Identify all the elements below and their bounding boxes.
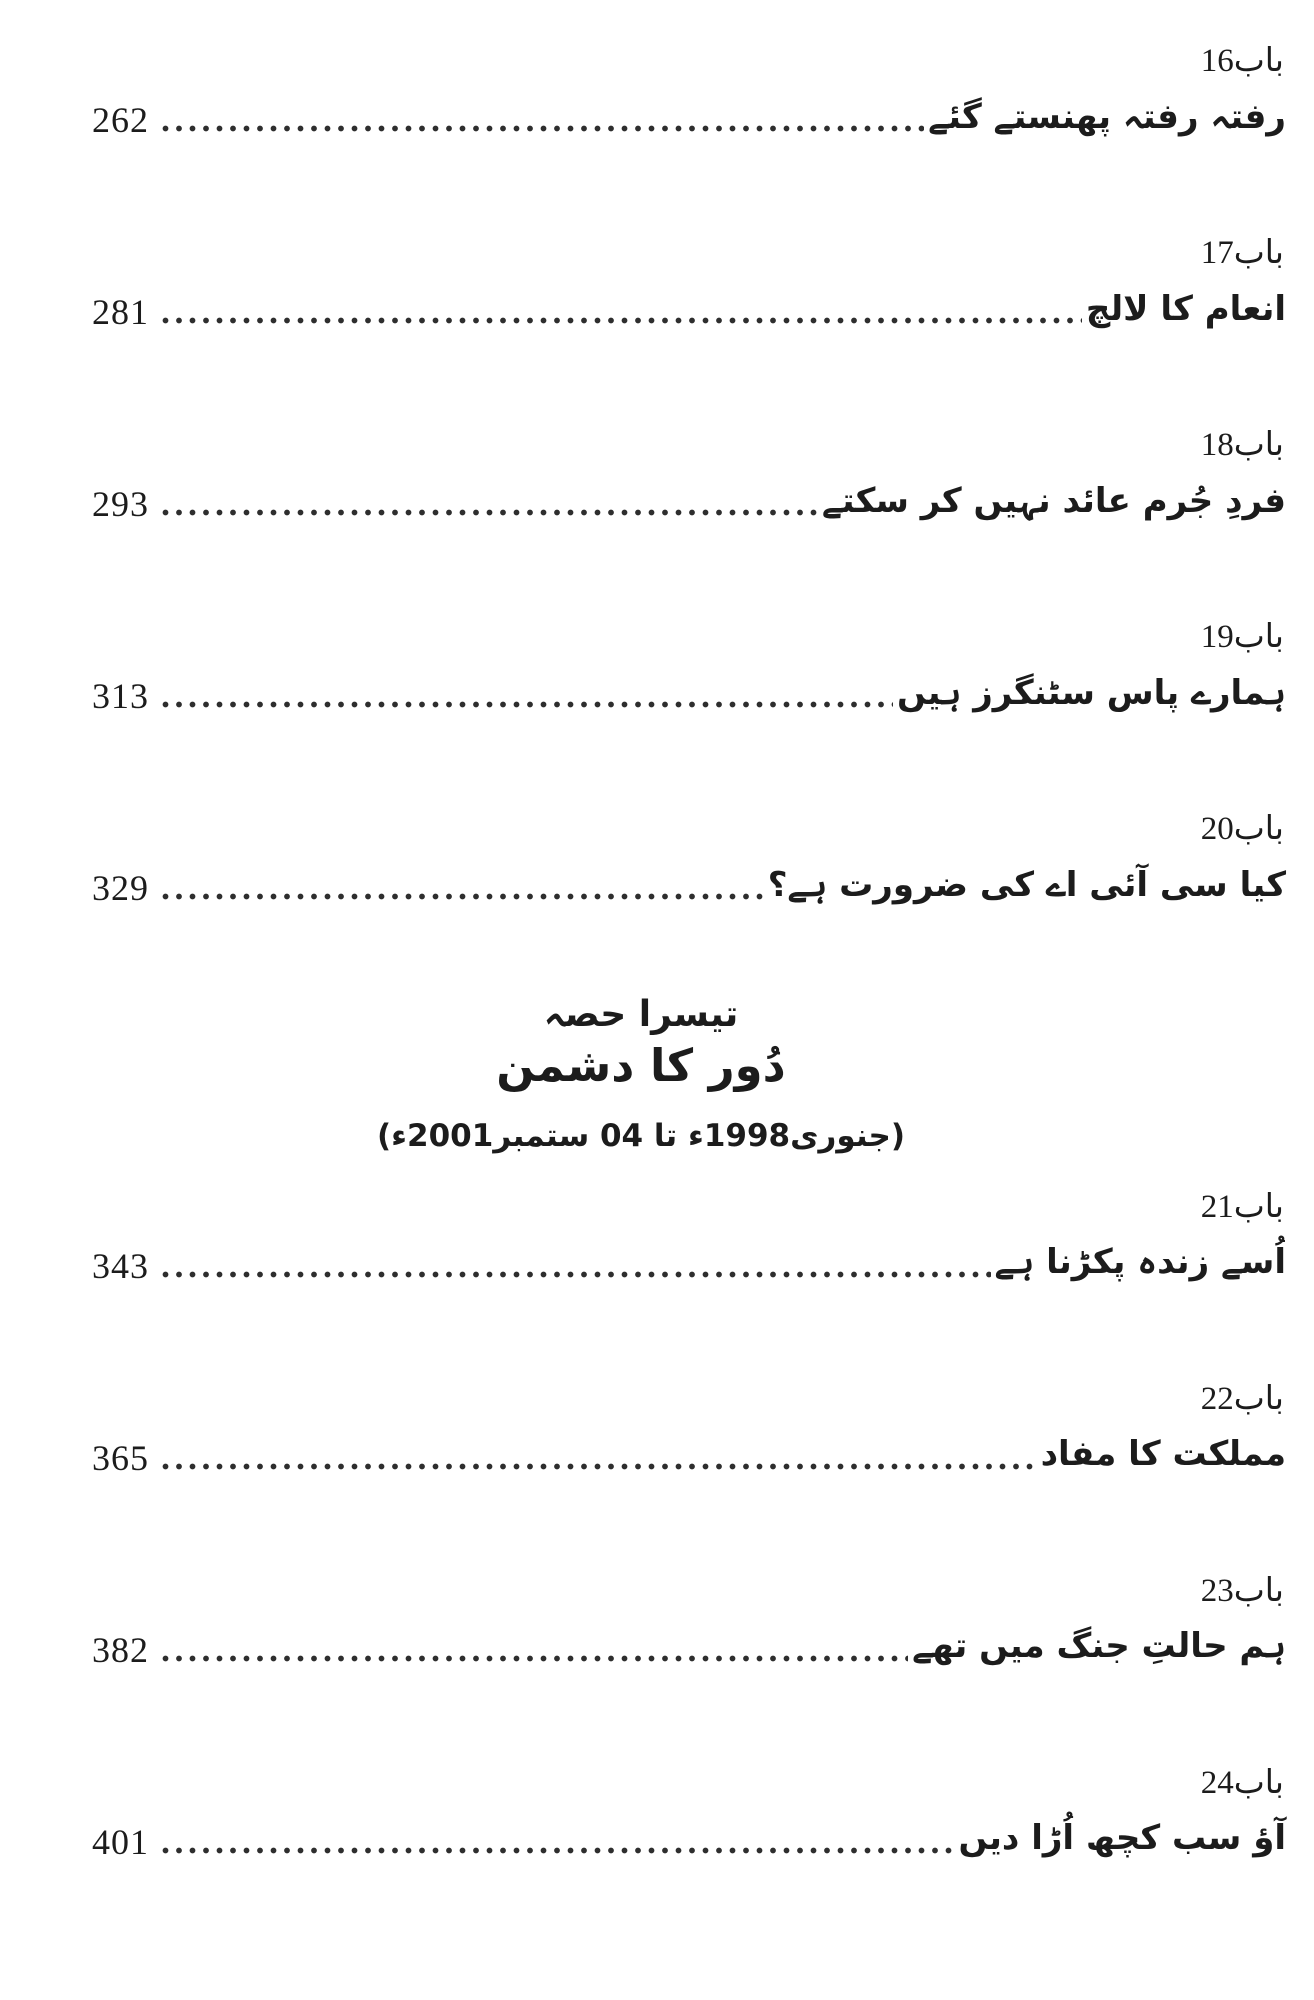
chapter-number-label: باب24 — [1200, 1764, 1284, 1801]
page-number: 262 — [92, 100, 149, 141]
toc-entry-row — [58, 864, 1288, 907]
toc-entry — [58, 42, 1288, 141]
toc-entry-row — [58, 1817, 1288, 1860]
toc-entry — [58, 426, 1288, 525]
toc-entry-row — [58, 288, 1288, 331]
toc-entry-row — [58, 672, 1288, 715]
chapter-number-label: باب20 — [1200, 811, 1284, 848]
page-number: 401 — [92, 1821, 149, 1862]
chapter-number-label: باب21 — [1200, 1188, 1284, 1225]
dot-leader — [161, 1846, 955, 1855]
toc-entries-part3 — [58, 1188, 1288, 1860]
chapter-number-label: باب19 — [1200, 619, 1284, 656]
part-title: دُور کا دشمن — [496, 1038, 786, 1092]
part-label: تیسرا حصہ — [543, 994, 739, 1036]
dot-leader — [161, 1462, 1037, 1471]
page-number: 281 — [92, 292, 149, 333]
toc-entry — [58, 810, 1288, 909]
page-number: 293 — [92, 484, 149, 525]
chapter-title: آؤ سب کچھ اُڑا دیں — [958, 1818, 1286, 1859]
chapter-title: ہم حالتِ جنگ میں تھے — [912, 1626, 1286, 1667]
dot-leader — [161, 892, 764, 901]
toc-entry — [58, 1380, 1288, 1476]
dot-leader — [161, 1270, 991, 1279]
toc-entry-row — [58, 480, 1288, 523]
dot-leader — [161, 508, 818, 517]
chapter-number-label: باب16 — [1200, 43, 1284, 79]
chapter-title: اُسے زندہ پکڑنا ہے — [994, 1242, 1286, 1283]
page-number: 343 — [92, 1245, 149, 1286]
toc-entry — [58, 618, 1288, 717]
toc-entry — [58, 1572, 1288, 1668]
toc-entry-row — [58, 1433, 1288, 1476]
chapter-title: مملکت کا مفاد — [1040, 1434, 1286, 1475]
toc-entry — [58, 1188, 1288, 1284]
chapter-number-label: باب22 — [1200, 1380, 1284, 1417]
toc-entries-part2 — [58, 42, 1288, 909]
chapter-title: رفتہ رفتہ پھنستے گئے — [928, 96, 1286, 137]
page-number: 365 — [92, 1437, 149, 1478]
dot-leader — [161, 316, 1082, 325]
toc-entry-row — [58, 96, 1288, 139]
toc-entry — [58, 234, 1288, 333]
chapter-number-label: باب23 — [1200, 1572, 1284, 1609]
part-divider — [58, 994, 1288, 1153]
toc-entry — [58, 1764, 1288, 1860]
chapter-title: ہمارے پاس سٹنگرز ہیں — [896, 672, 1286, 713]
dot-leader — [161, 124, 924, 133]
toc-entry-row — [58, 1241, 1288, 1284]
chapter-title: انعام کا لالچ — [1085, 288, 1286, 329]
chapter-number-label: باب18 — [1200, 427, 1284, 464]
chapter-title: کیا سی آئی اے کی ضرورت ہے؟ — [767, 864, 1286, 905]
page-number: 313 — [92, 676, 149, 717]
dot-leader — [161, 1654, 908, 1663]
chapter-title: فردِ جُرم عائد نہیں کر سکتے — [821, 480, 1286, 521]
dot-leader — [161, 700, 893, 709]
page-number: 329 — [92, 868, 149, 909]
toc-entry-row — [58, 1625, 1288, 1668]
part-date-range: (جنوری1998ء تا 04 ستمبر2001ء) — [377, 1117, 905, 1154]
chapter-number-label: باب17 — [1200, 235, 1284, 272]
page-number: 382 — [92, 1629, 149, 1670]
